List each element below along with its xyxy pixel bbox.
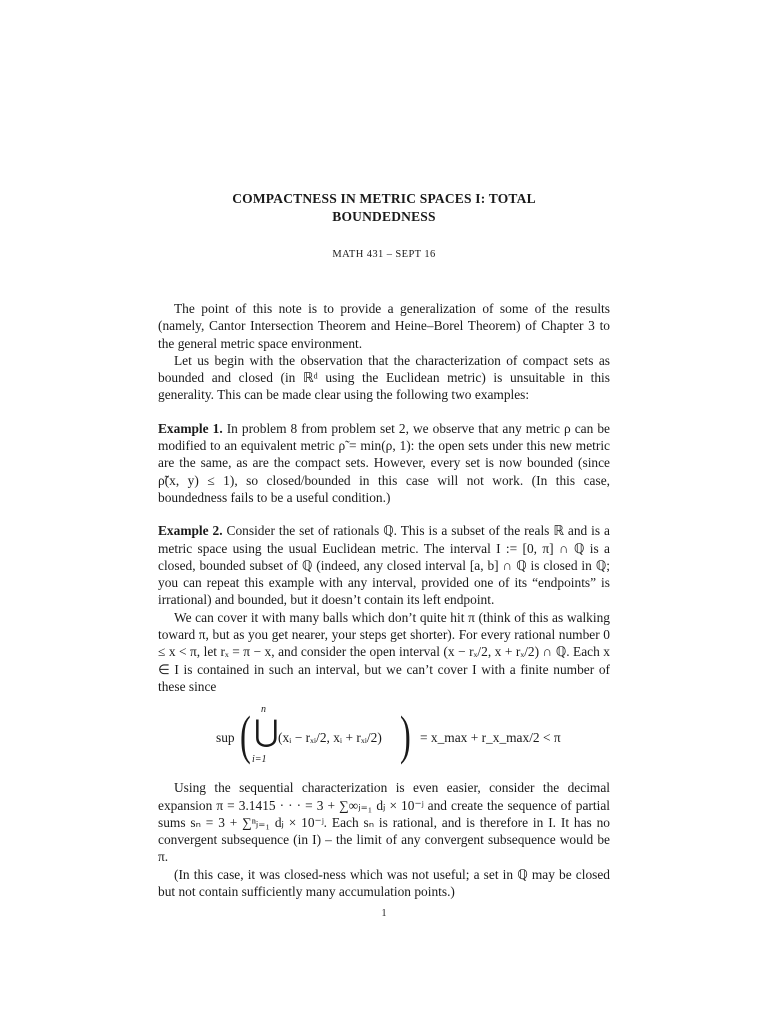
example-2-text: Consider the set of rationals ℚ. This is a subset of the reals ℝ and is a metric space using the usual Euclidean metric. The interval I := [0, π] ∩ ℚ is a closed, bounded subset of ℚ (indeed, any closed interval [a, b] ∩ ℚ is closed in ℚ; you can repeat this example with any interval, provided one of its “endpoints” is irrational) and bounded, but it doesn’t contain its left endpoint. bbox=[158, 523, 610, 608]
union-symbol: ⋃ bbox=[254, 715, 279, 749]
sup-operator: sup bbox=[216, 730, 235, 746]
example-1-label: Example 1. bbox=[158, 420, 223, 436]
union-lower-limit: i=1 bbox=[252, 754, 267, 766]
left-paren: ( bbox=[240, 705, 251, 766]
union-upper-limit: n bbox=[261, 704, 266, 716]
union-term: (xᵢ − rₓᵢ/2, xᵢ + rₓᵢ/2) bbox=[278, 730, 382, 746]
equation-rhs: = x_max + r_x_max/2 < π bbox=[420, 730, 561, 746]
observation-paragraph: Let us begin with the observation that the characterization of compact sets as bounded and closed (in ℝᵈ using the Euclidean metric) is unsuitable in this generality. This can be made clear using the following two examples: bbox=[158, 352, 610, 403]
intro-paragraph: The point of this note is to provide a generalization of some of the results (namely, Cantor Intersection Theorem and Heine–Borel Theorem) of Chapter 3 to the general metric space environment. bbox=[158, 301, 610, 351]
example-1 bbox=[158, 420, 610, 506]
course-date-subtitle: MATH 431 – SEPT 16 bbox=[332, 249, 436, 260]
title-line-2: BOUNDEDNESS bbox=[332, 209, 436, 224]
example-2-label: Example 2. bbox=[158, 523, 223, 539]
example-1-text: In problem 8 from problem set 2, we observe that any metric ρ can be modified to an equivalent metric ρ̃ = min(ρ, 1): the open sets under this new metric are the same, as are the compact sets. However, every set is now bounded (since ρ̃(x, y) ≤ 1), so closed/bounded in this case will not work. (In this case, boundedness fails to be a useful condition.) bbox=[158, 420, 610, 505]
sequential-paragraph: Using the sequential characterization is even easier, consider the decimal expansion π = 3.1415 · · · = 3 + ∑∞ⱼ₌₁ dⱼ × 10⁻ʲ and create the sequence of partial sums sₙ = 3 + ∑ⁿⱼ₌₁ dⱼ × 10⁻ʲ. Each sₙ is rational, and is therefore in I. It has no convergent subsequence (in I) – the limit of any convergent subsequence would be π. bbox=[158, 780, 610, 865]
right-paren: ) bbox=[400, 705, 411, 766]
cover-paragraph: We can cover it with many balls which don’t quite hit π (think of this as walking toward π, but as you get nearer, your steps get shorter). For every rational number 0 ≤ x < π, let rₓ = π − x, and consider the open interval (x − rₓ/2, x + rₓ/2) ∩ ℚ. Each x ∈ I is contained in such an interval, but we can’t cover I with a finite number of these since bbox=[158, 609, 610, 694]
title-line-1: COMPACTNESS IN METRIC SPACES I: TOTAL bbox=[232, 191, 536, 206]
closedness-paragraph: (In this case, it was closed-ness which was not useful; a set in ℚ may be closed but not contain sufficiently many accumulation points.) bbox=[158, 866, 610, 900]
display-equation bbox=[158, 701, 610, 775]
example-2 bbox=[158, 522, 610, 608]
page-number: 1 bbox=[381, 908, 387, 919]
page-title bbox=[0, 190, 768, 226]
document-body bbox=[158, 300, 610, 900]
